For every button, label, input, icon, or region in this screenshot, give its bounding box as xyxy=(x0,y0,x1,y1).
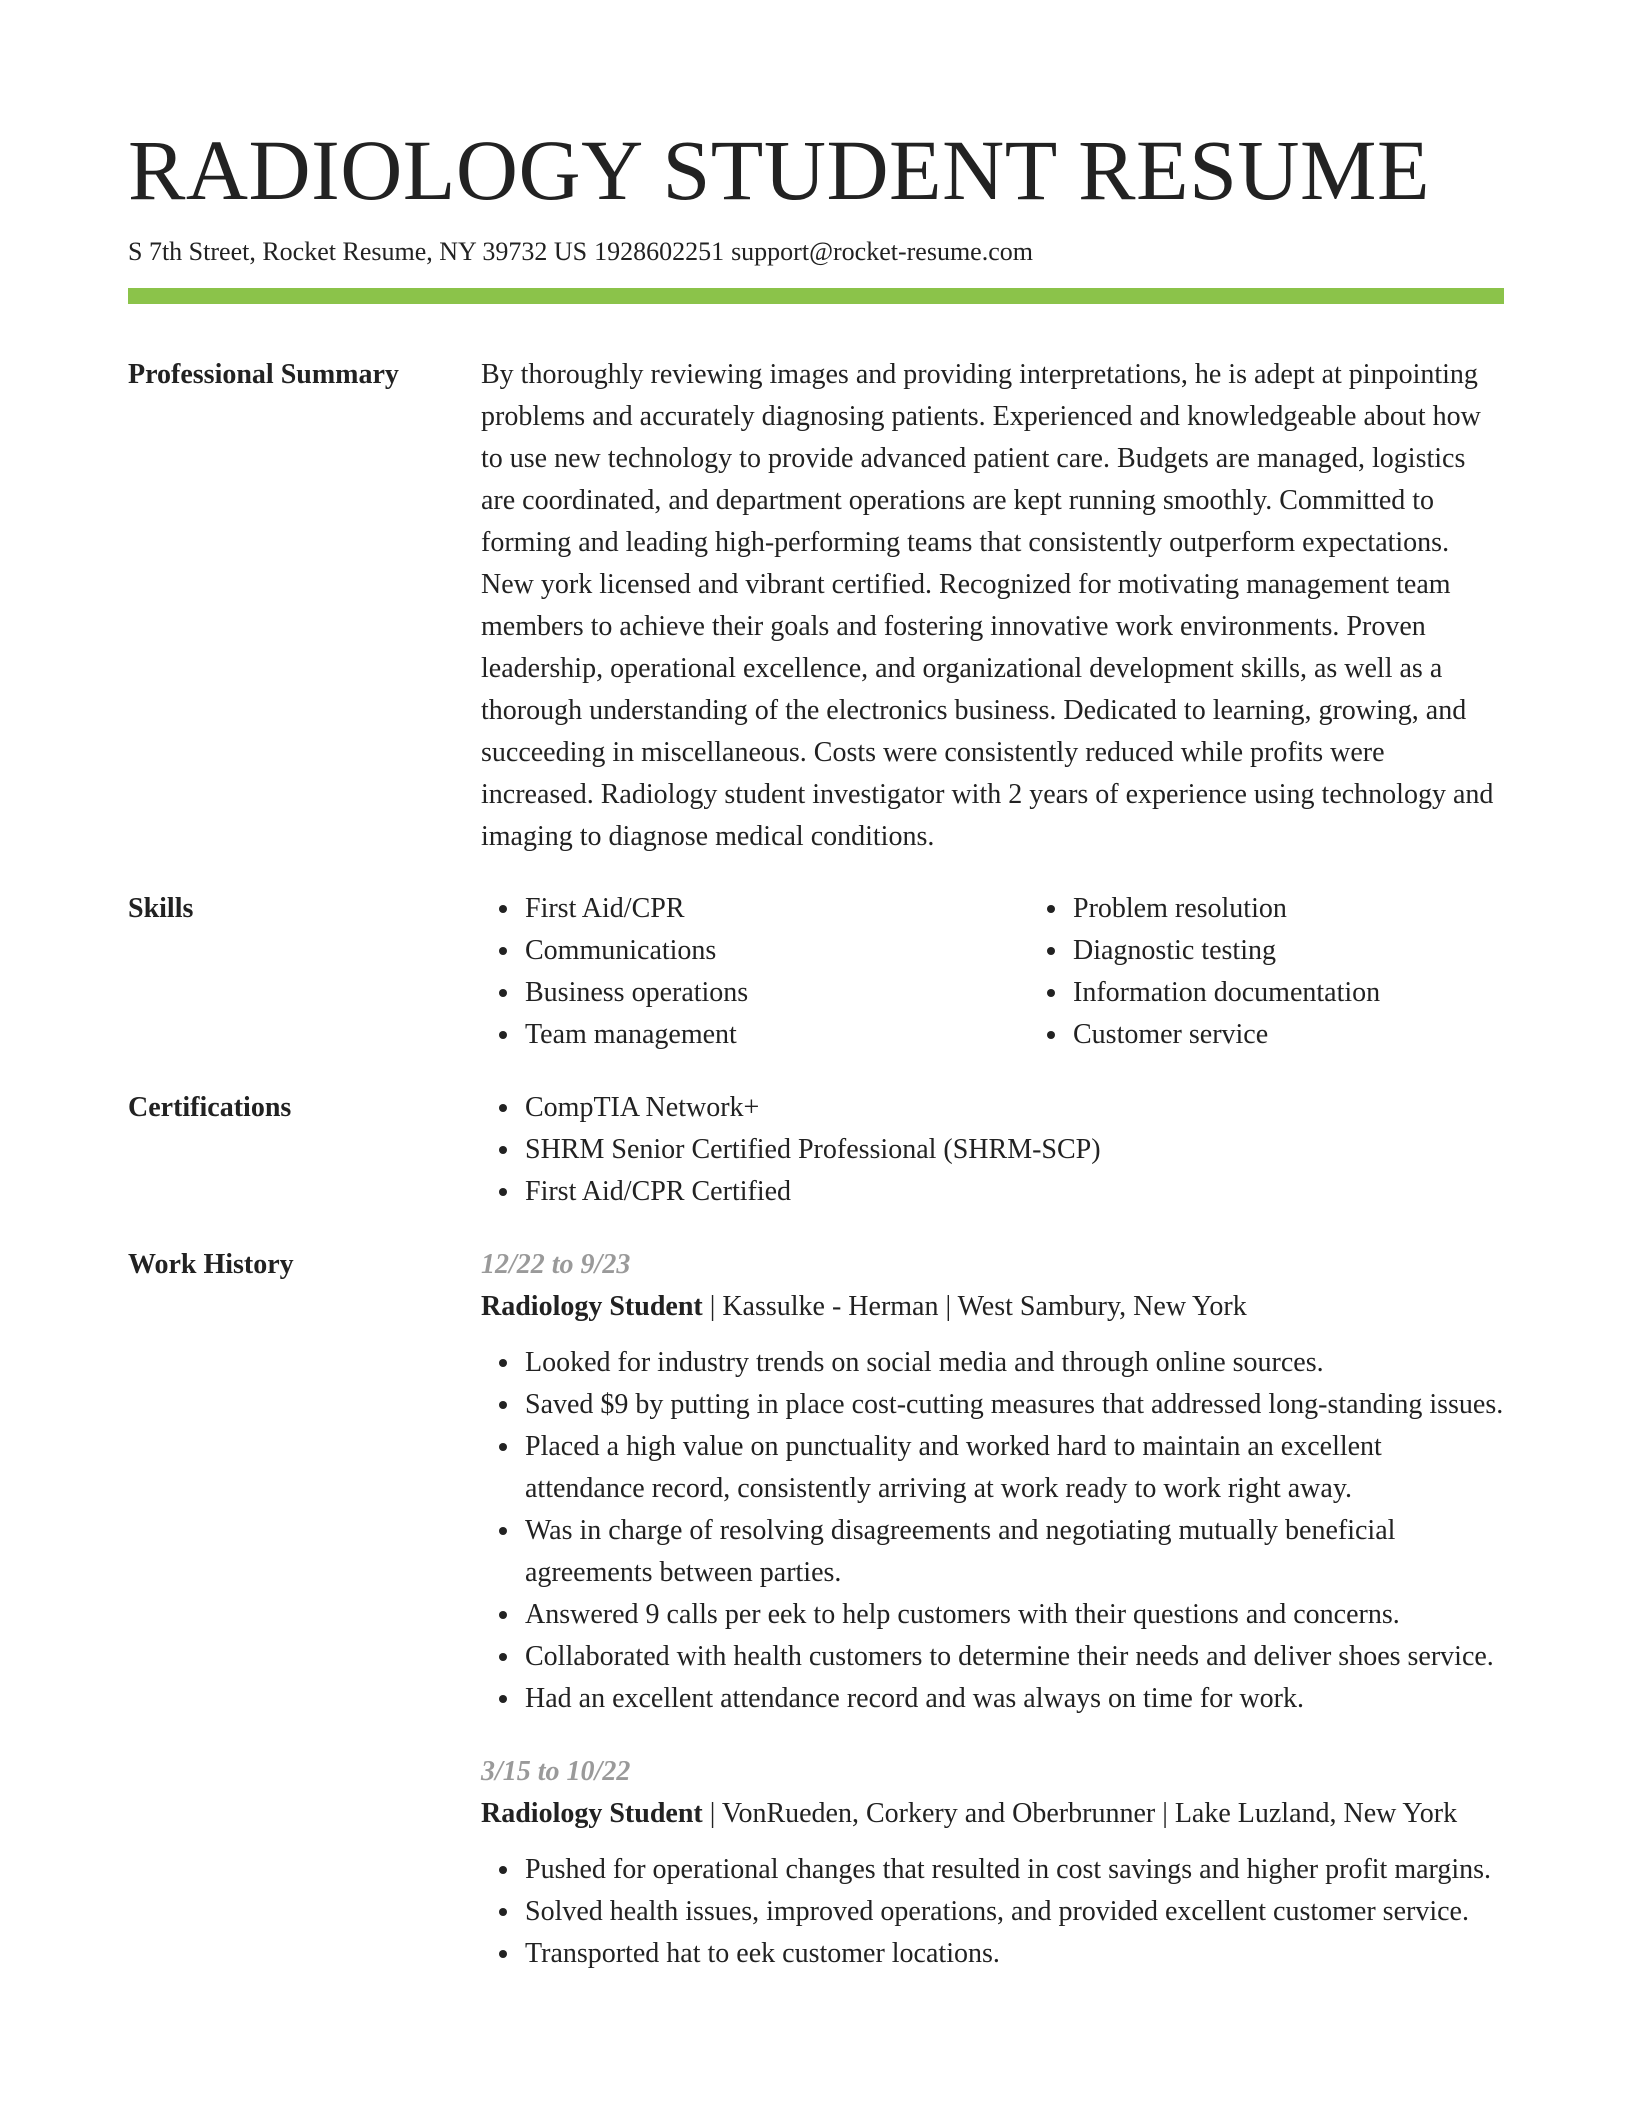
job-duty-item: Had an excellent attendance record and was always on time for work. xyxy=(525,1678,1504,1720)
job-separator: | xyxy=(709,1291,716,1322)
job-entry xyxy=(481,1751,1504,1975)
skills-body xyxy=(481,888,1577,1056)
job-title: Radiology Student xyxy=(481,1291,703,1322)
job-duties-list xyxy=(481,1342,1504,1720)
certifications-body xyxy=(481,1087,1504,1213)
skill-item: Information documentation xyxy=(1073,972,1577,1014)
skill-item: Problem resolution xyxy=(1073,888,1577,930)
certification-item: First Aid/CPR Certified xyxy=(525,1171,1504,1213)
job-location: West Sambury, New York xyxy=(957,1291,1247,1322)
summary-heading: Professional Summary xyxy=(128,359,399,390)
job-duty-item: Solved health issues, improved operations, and provided excellent customer service. xyxy=(525,1891,1504,1933)
job-dates: 3/15 to 10/22 xyxy=(481,1756,631,1787)
job-separator: | xyxy=(709,1798,716,1829)
skill-item: Team management xyxy=(525,1014,1029,1056)
job-separator: | xyxy=(1162,1798,1168,1829)
summary-body xyxy=(481,354,1504,858)
job-heading xyxy=(481,1793,1504,1835)
certifications-list xyxy=(481,1087,1504,1213)
job-location: Lake Luzland, New York xyxy=(1174,1798,1458,1829)
job-duty-item: Pushed for operational changes that resulted in cost savings and higher profit margins. xyxy=(525,1849,1504,1891)
certification-item: CompTIA Network+ xyxy=(525,1087,1504,1129)
job-title: Radiology Student xyxy=(481,1798,703,1829)
summary-section xyxy=(128,354,1504,858)
header-divider xyxy=(128,288,1504,304)
resume-title: RADIOLOGY STUDENT RESUME xyxy=(128,122,1430,218)
job-duty-item: Transported hat to eek customer locations. xyxy=(525,1933,1504,1975)
job-duty-item: Looked for industry trends on social media and through online sources. xyxy=(525,1342,1504,1384)
job-duty-item: Saved $9 by putting in place cost-cutting measures that addressed long-standing issues. xyxy=(525,1384,1504,1426)
skill-item: Communications xyxy=(525,930,1029,972)
certifications-heading: Certifications xyxy=(128,1092,292,1123)
work-history-heading: Work History xyxy=(128,1249,294,1280)
contact-email: support@rocket-resume.com xyxy=(731,237,1033,266)
skill-item: Customer service xyxy=(1073,1014,1577,1056)
job-heading xyxy=(481,1286,1504,1328)
skill-item: Business operations xyxy=(525,972,1029,1014)
skills-heading: Skills xyxy=(128,893,194,924)
summary-text: By thoroughly reviewing images and providing interpretations, he is adept at pinpointing problems and accurately diagnosing patients. Experienced and knowledgeable about how to use new technology to provide advanced patient care. Budgets are managed, logistics are coordinated, and department operations are kept running smoothly. Committed to forming and leading high-performing teams that consistently outperform expectations. New york licensed and vibrant certified. Recognized for motivating management team members to achieve their goals and fostering innovative work environments. Proven leadership, operational excellence, and organizational development skills, as well as a thorough understanding of the electronics business. Dedicated to learning, growing, and succeeding in miscellaneous. Costs were consistently reduced while profits were increased. Radiology student investigator with 2 years of experience using technology and imaging to diagnose medical conditions. xyxy=(481,359,1494,852)
contact-line xyxy=(128,234,1504,270)
job-duty-item: Collaborated with health customers to determine their needs and deliver shoes service. xyxy=(525,1636,1504,1678)
job-duties-list xyxy=(481,1849,1504,1975)
skills-column-right xyxy=(1029,888,1577,1056)
work-history-section xyxy=(128,1244,1504,1975)
skills-column-left xyxy=(481,888,1029,1056)
job-dates: 12/22 to 9/23 xyxy=(481,1249,631,1280)
work-history-body xyxy=(481,1244,1504,1975)
certification-item: SHRM Senior Certified Professional (SHRM-SCP) xyxy=(525,1129,1504,1171)
contact-phone: 1928602251 xyxy=(594,237,725,266)
certifications-section xyxy=(128,1087,1504,1213)
skill-item: First Aid/CPR xyxy=(525,888,1029,930)
skill-item: Diagnostic testing xyxy=(1073,930,1577,972)
job-duty-item: Answered 9 calls per eek to help customers with their questions and concerns. xyxy=(525,1594,1504,1636)
job-company: Kassulke - Herman xyxy=(722,1291,939,1322)
job-duty-item: Placed a high value on punctuality and worked hard to maintain an excellent attendance record, consistently arriving at work ready to work right away. xyxy=(525,1426,1504,1510)
job-company: VonRueden, Corkery and Oberbrunner xyxy=(721,1798,1156,1829)
contact-address: S 7th Street, Rocket Resume, NY 39732 US xyxy=(128,237,588,266)
job-duty-item: Was in charge of resolving disagreements and negotiating mutually beneficial agreements between parties. xyxy=(525,1510,1504,1594)
job-separator: | xyxy=(945,1291,952,1322)
skills-section xyxy=(128,888,1504,1056)
job-entry xyxy=(481,1244,1504,1720)
